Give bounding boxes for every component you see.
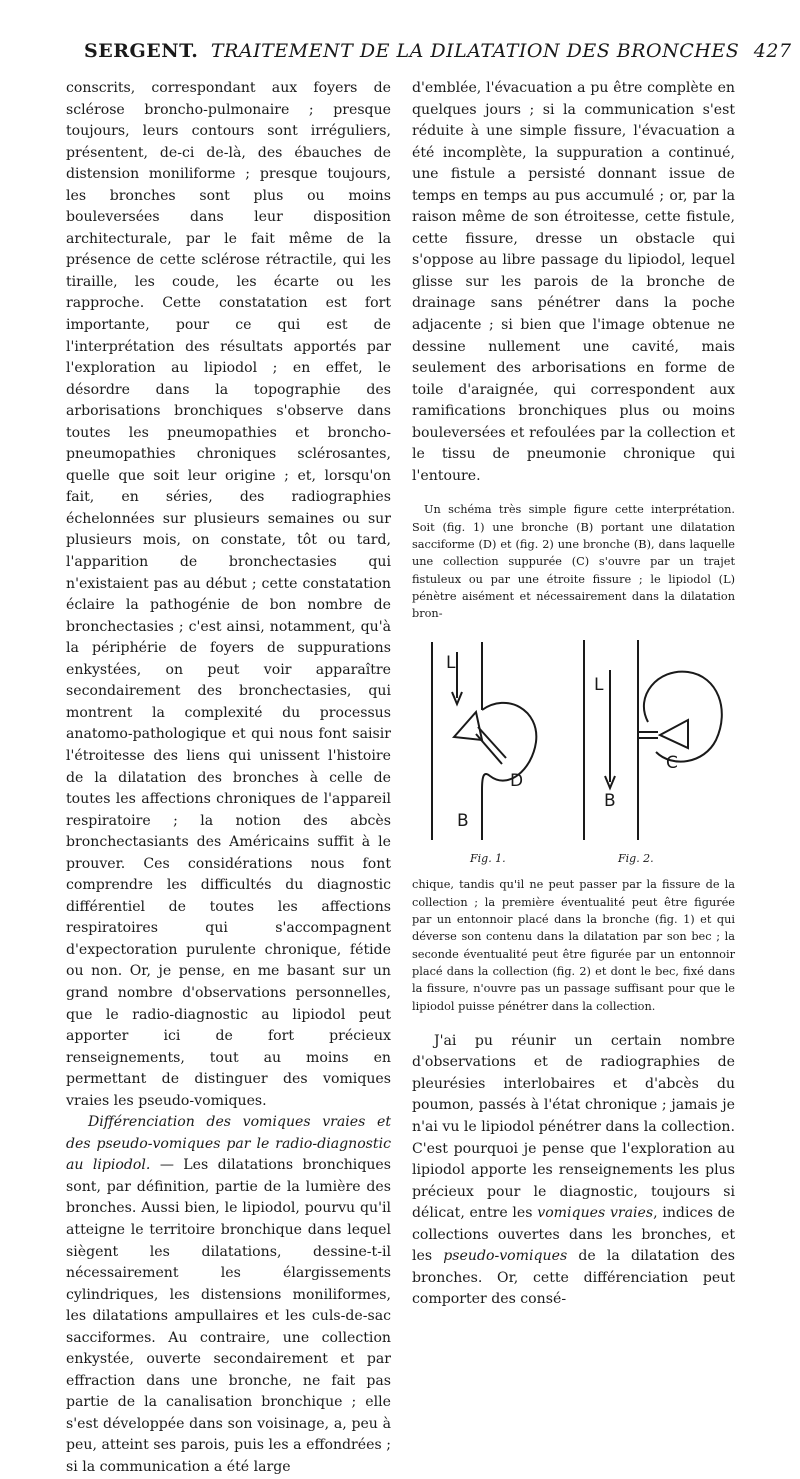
fig2-label-L: L: [594, 675, 604, 696]
right-paragraph-2-a: J'ai pu réunir un certain nombre d'observations et de radiographies de pleurésies interlobaires et d'abcès du poumon, passés à l'état chronique ; jamais je n'ai vu le lipiodol pénétrer dans la collection. C'est pourquoi je pense que l'exploration au lipiodol apporte les renseignements les plus précieux pour le diagnostic, toujours si délicat, entre les: [412, 1032, 735, 1222]
right-paragraph-2: [412, 1031, 735, 1311]
running-header: [84, 40, 792, 62]
page-number: 427: [753, 40, 792, 62]
section-subheading: Différenciation des vomiques vraies et des pseudo-vomiques par le radio-diagnostic au lipiodol.: [66, 1114, 391, 1174]
fig2-label-B: B: [604, 791, 616, 812]
fig1-label-B: B: [457, 811, 469, 832]
figures-diagram: [412, 640, 735, 866]
caption-part-1: Un schéma très simple figure cette interprétation. Soit (fig. 1) une bronche (B) portant une dilatation sacciforme (D) et (fig. 2) une bronche (B), dans laquelle une collection suppurée (C) s'ouvre par un trajet fistuleux ou par une étroite fissure ; le lipiodol (L) pénètre aisément et nécessairement dans la dilatation bron-: [412, 503, 735, 621]
fig1-label-D: D: [510, 771, 524, 792]
italic-pseudo-vomiques: pseudo-vomiques: [443, 1248, 568, 1265]
right-column: [412, 78, 735, 1311]
figure-caption-top: [412, 501, 735, 622]
right-paragraph-1: d'emblée, l'évacuation a pu être complète en quelques jours ; si la communication s'est réduite à une simple fissure, l'évacuation a été incomplète, la suppuration a continué, une fistule a persisté donnant issue de temps en temps au pus accumulé ; or, par la raison même de son étroitesse, cette fistule, cette fissure, dresse un obstacle qui s'oppose au libre passage du lipiodol, lequel glisse sur les parois de la bronche de drainage sans pénétrer dans la poche adjacente ; si bien que l'image obtenue ne dessine nullement une cavité, mais seulement des arborisations en forme de toile d'araignée, qui correspondent aux ramifications bronchiques plus ou moins bouleversées et refoulées par la collection et le tissu de pneumonie chronique qui l'entoure.: [412, 80, 735, 484]
right-paragraph-2-c: de la dilatation des bronches. Or, cette différenciation peut comporter des consé-: [412, 1248, 735, 1308]
left-paragraph-1: conscrits, correspondant aux foyers de sclérose broncho-pulmonaire ; presque toujours, leurs contours sont irréguliers, présentent, de-ci de-là, des ébauches de distension moniliforme ; presque toujours, les bronches sont plus ou moins bouleversées dans leur disposition architecturale, par le fait même de la présence de cette sclérose rétractile, qui les tiraille, les coude, les écarte ou les rapproche. Cette constatation est fort importante, pour ce qui est de l'interprétation des résultats apportés par l'exploration au lipiodol ; en effet, le désordre dans la topographie des arborisations bronchiques s'observe dans toutes les pneumopathies et broncho-pneumopathies chroniques sclérosantes, quelle que soit leur origine ; et, lorsqu'on fait, en séries, des radiographies échelonnées sur plusieurs semaines ou sur plusieurs mois, on constate, tôt ou tard, l'apparition de bronchectasies qui n'existaient pas au début ; cette constatation éclaire la pathogénie de bon nombre de bronchectasies ; c'est ainsi, notamment, qu'à la périphérie de foyers de suppurations enkystées, on peut voir apparaître secondairement des bronchectasies, qui montrent la complexité du processus anatomo-pathologique et qui nous font saisir l'étroitesse des liens qui unissent l'histoire de la dilatation des bronches à celle de toutes les affections chroniques de l'appareil respiratoire ; la notion des abcès bronchectasiants des Américains suffit à le prouver. Ces considérations nous font comprendre les difficultés du diagnostic différentiel de toutes les affections respiratoires qui s'accompagnent d'expectoration purulente chronique, fétide ou non. Or, je pense, en me basant sur un grand nombre d'observations personnelles, que le radio-diagnostic au lipiodol peut apporter ici de fort précieux renseignements, tout au moins en permettant de distinguer des vomiques vraies les pseudo-vomiques.: [66, 80, 391, 1109]
fig2-funnel: [660, 720, 688, 748]
header-title: TRAITEMENT DE LA DILATATION DES BRONCHES: [210, 40, 740, 62]
left-paragraph-2: [66, 1112, 391, 1478]
fig1-label-L: L: [446, 653, 456, 674]
fig2-label-C: C: [666, 753, 678, 774]
left-column: [66, 78, 391, 1479]
figure-caption-bottom: [412, 876, 735, 1014]
schematic-figures: [412, 640, 735, 866]
fig1-caption-label: Fig. 1.: [470, 852, 506, 866]
left-paragraph-2-text: — Les dilatations bronchiques sont, par définition, partie de la lumière des bronches. Aussi bien, le lipiodol, pourvu qu'il atteigne le territoire bronchique dans lequel siègent les dilatations, dessine-t-il nécessairement les élargissements cylindriques, les distensions moniliformes, les dilatations ampullaires et les culs-de-sac sacciformes. Au contraire, une collection enkystée, ouverte secondairement et par effraction dans une bronche, ne fait pas partie de la canalisation bronchique ; elle s'est développée dans son voisinage, a, peu à peu, atteint ses parois, puis les a effondrées ; si la communication a été large: [66, 1157, 391, 1475]
fig2-caption-label: Fig. 2.: [618, 852, 654, 866]
fig2-collection: [644, 672, 722, 762]
caption-part-2: chique, tandis qu'il ne peut passer par la fissure de la collection ; la première éventualité peut être figurée par un entonnoir placé dans la bronche (fig. 1) et qui déverse son contenu dans la dilatation par son bec ; la seconde éventualité peut être figurée par un entonnoir placé dans la collection (fig. 2) et dont le bec, fixé dans la fissure, n'ouvre pas un passage suffisant pour que le lipiodol puisse pénétrer dans la collection.: [412, 878, 735, 1013]
italic-vomiques-vraies: vomiques vraies: [537, 1205, 654, 1222]
header-author: SERGENT.: [84, 40, 199, 62]
right-paragraph-2-b: , indices de collections ouvertes dans les bronches, et les: [412, 1205, 736, 1265]
